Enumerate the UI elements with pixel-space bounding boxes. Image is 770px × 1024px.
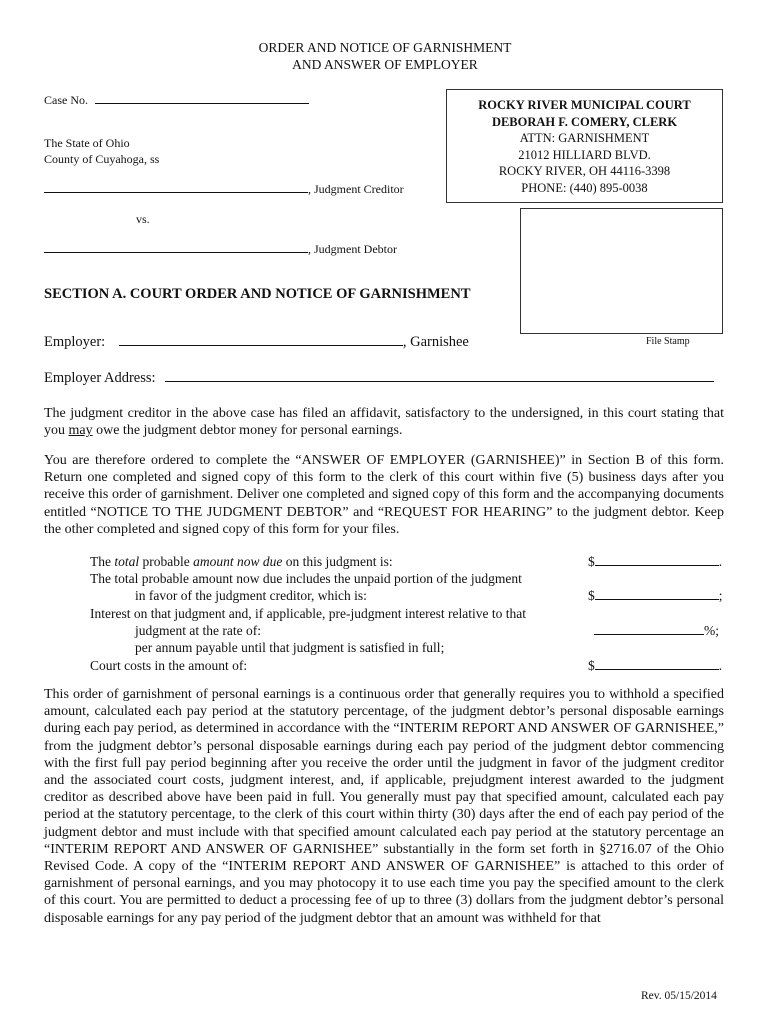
may-emphasis: may: [68, 423, 93, 439]
court-costs-field[interactable]: $ .: [588, 658, 723, 673]
interest-label-3: per annum payable until that judgment is satisfied in full;: [135, 640, 445, 655]
versus-label: vs.: [136, 212, 150, 226]
form-title-line2: AND ANSWER OF EMPLOYER: [292, 57, 478, 72]
court-address-box: [446, 89, 723, 203]
court-clerk: DEBORAH F. COMERY, CLERK: [491, 114, 678, 129]
court-street: 21012 HILLIARD BLVD.: [518, 147, 651, 162]
order-paragraph: You are therefore ordered to complete the “ANSWER OF EMPLOYER (GARNISHEE)” in Section B of this form. Return one completed and signed copy of this form to the clerk of this court within five (5) business days after you receive this order of garnishment. Deliver one completed and signed copy of this form and the accompanying documents entitled “NOTICE TO THE JUDGMENT DEBTOR” and “REQUEST FOR HEARING” to the judgment debtor. Keep the other completed and signed copy of this form for your files.: [44, 453, 724, 537]
continuous-order-paragraph: This order of garnishment of personal earnings is a continuous order that generally requires you to withhold a specified amount, calculated each pay period at the statutory percentage, of the judgment debtor’s personal disposable earnings during each pay period, as determined in accordance with the “INTERIM REPORT AND ANSWER OF GARNISHEE,” from the judgment debtor’s personal disposable earnings during each pay period of the judgment debtor commencing with the first full pay period beginning after you receive the order until the judgment in favor of the judgment creditor and the associated court costs, judgment interest, and, if applicable, prejudgment interest awarded to the judgment creditor as described above have been paid in full. You generally must pay that specified amount, calculated each pay period at the statutory percentage, to the clerk of this court within thirty (30) days after the end of each pay period of the judgment debtor and must include with that specified amount calculated each pay period at the statutory percentage an “INTERIM REPORT AND ANSWER OF GARNISHEE” substantially in the form set forth in §2716.07 of the Ohio Revised Code. A copy of the “INTERIM REPORT AND ANSWER OF GARNISHEE” is attached to this order of garnishment of personal earnings, and you may photocopy it to use each time you pay the specified amount to the clerk of this court. You are permitted to deduct a processing fee of up to three (3) dollars from the judgment debtor’s personal disposable earnings for any pay period of the judgment debtor that an amount was withheld for that: [44, 687, 724, 926]
judgment-creditor-row: [44, 180, 404, 197]
judgment-creditor-label: , Judgment Creditor: [308, 182, 404, 196]
total-amount-label: The total probable amount now due on this judgment is:: [90, 554, 393, 569]
file-stamp-label: File Stamp: [646, 336, 690, 347]
interest-rate-field[interactable]: %;: [594, 622, 719, 639]
judgment-debtor-label: , Judgment Debtor: [308, 242, 397, 256]
total-amount-field[interactable]: $ .: [588, 554, 723, 569]
case-no-label: Case No.: [44, 93, 88, 107]
employer-field[interactable]: [119, 333, 403, 346]
judgment-debtor-row: [44, 240, 397, 257]
interest-label-1: Interest on that judgment and, if applicable, pre-judgment interest relative to that: [90, 606, 526, 621]
judgment-debtor-field[interactable]: [44, 240, 308, 253]
court-costs-label: Court costs in the amount of:: [90, 658, 248, 673]
garnishee-label: , Garnishee: [402, 334, 469, 350]
employer-address-row: [44, 369, 714, 387]
affidavit-paragraph: The judgment creditor in the above case has filed an affidavit, satisfactory to the undersigned, in this court stating that you may owe the judgment debtor money for personal earnings.: [44, 406, 724, 439]
county-label: County of Cuyahoga, ss: [44, 152, 160, 166]
state-label: The State of Ohio: [44, 136, 130, 150]
unpaid-portion-label-2: in favor of the judgment creditor, which is:: [135, 588, 367, 603]
court-name: ROCKY RIVER MUNICIPAL COURT: [478, 98, 691, 112]
file-stamp-box: [520, 208, 723, 334]
unpaid-portion-field[interactable]: $ ;: [588, 588, 723, 603]
employer-label: Employer:: [44, 334, 106, 350]
employer-row: [44, 333, 469, 351]
interest-label-2: judgment at the rate of:: [135, 623, 261, 638]
court-phone: PHONE: (440) 895-0038: [521, 180, 648, 195]
case-no-field[interactable]: [95, 91, 309, 104]
judgment-creditor-field[interactable]: [44, 180, 308, 193]
section-a-heading: SECTION A. COURT ORDER AND NOTICE OF GARNISHMENT: [44, 286, 471, 302]
employer-address-field[interactable]: [165, 369, 714, 382]
court-city: ROCKY RIVER, OH 44116-3398: [498, 164, 671, 178]
case-no-row: [44, 91, 309, 108]
court-attn: ATTN: GARNISHMENT: [519, 131, 650, 145]
unpaid-portion-label-1: The total probable amount now due includes the unpaid portion of the judgment: [90, 571, 522, 586]
employer-address-label: Employer Address:: [44, 370, 156, 386]
revision-date: Rev. 05/15/2014: [641, 990, 717, 1002]
form-title-line1: ORDER AND NOTICE OF GARNISHMENT: [258, 40, 512, 55]
